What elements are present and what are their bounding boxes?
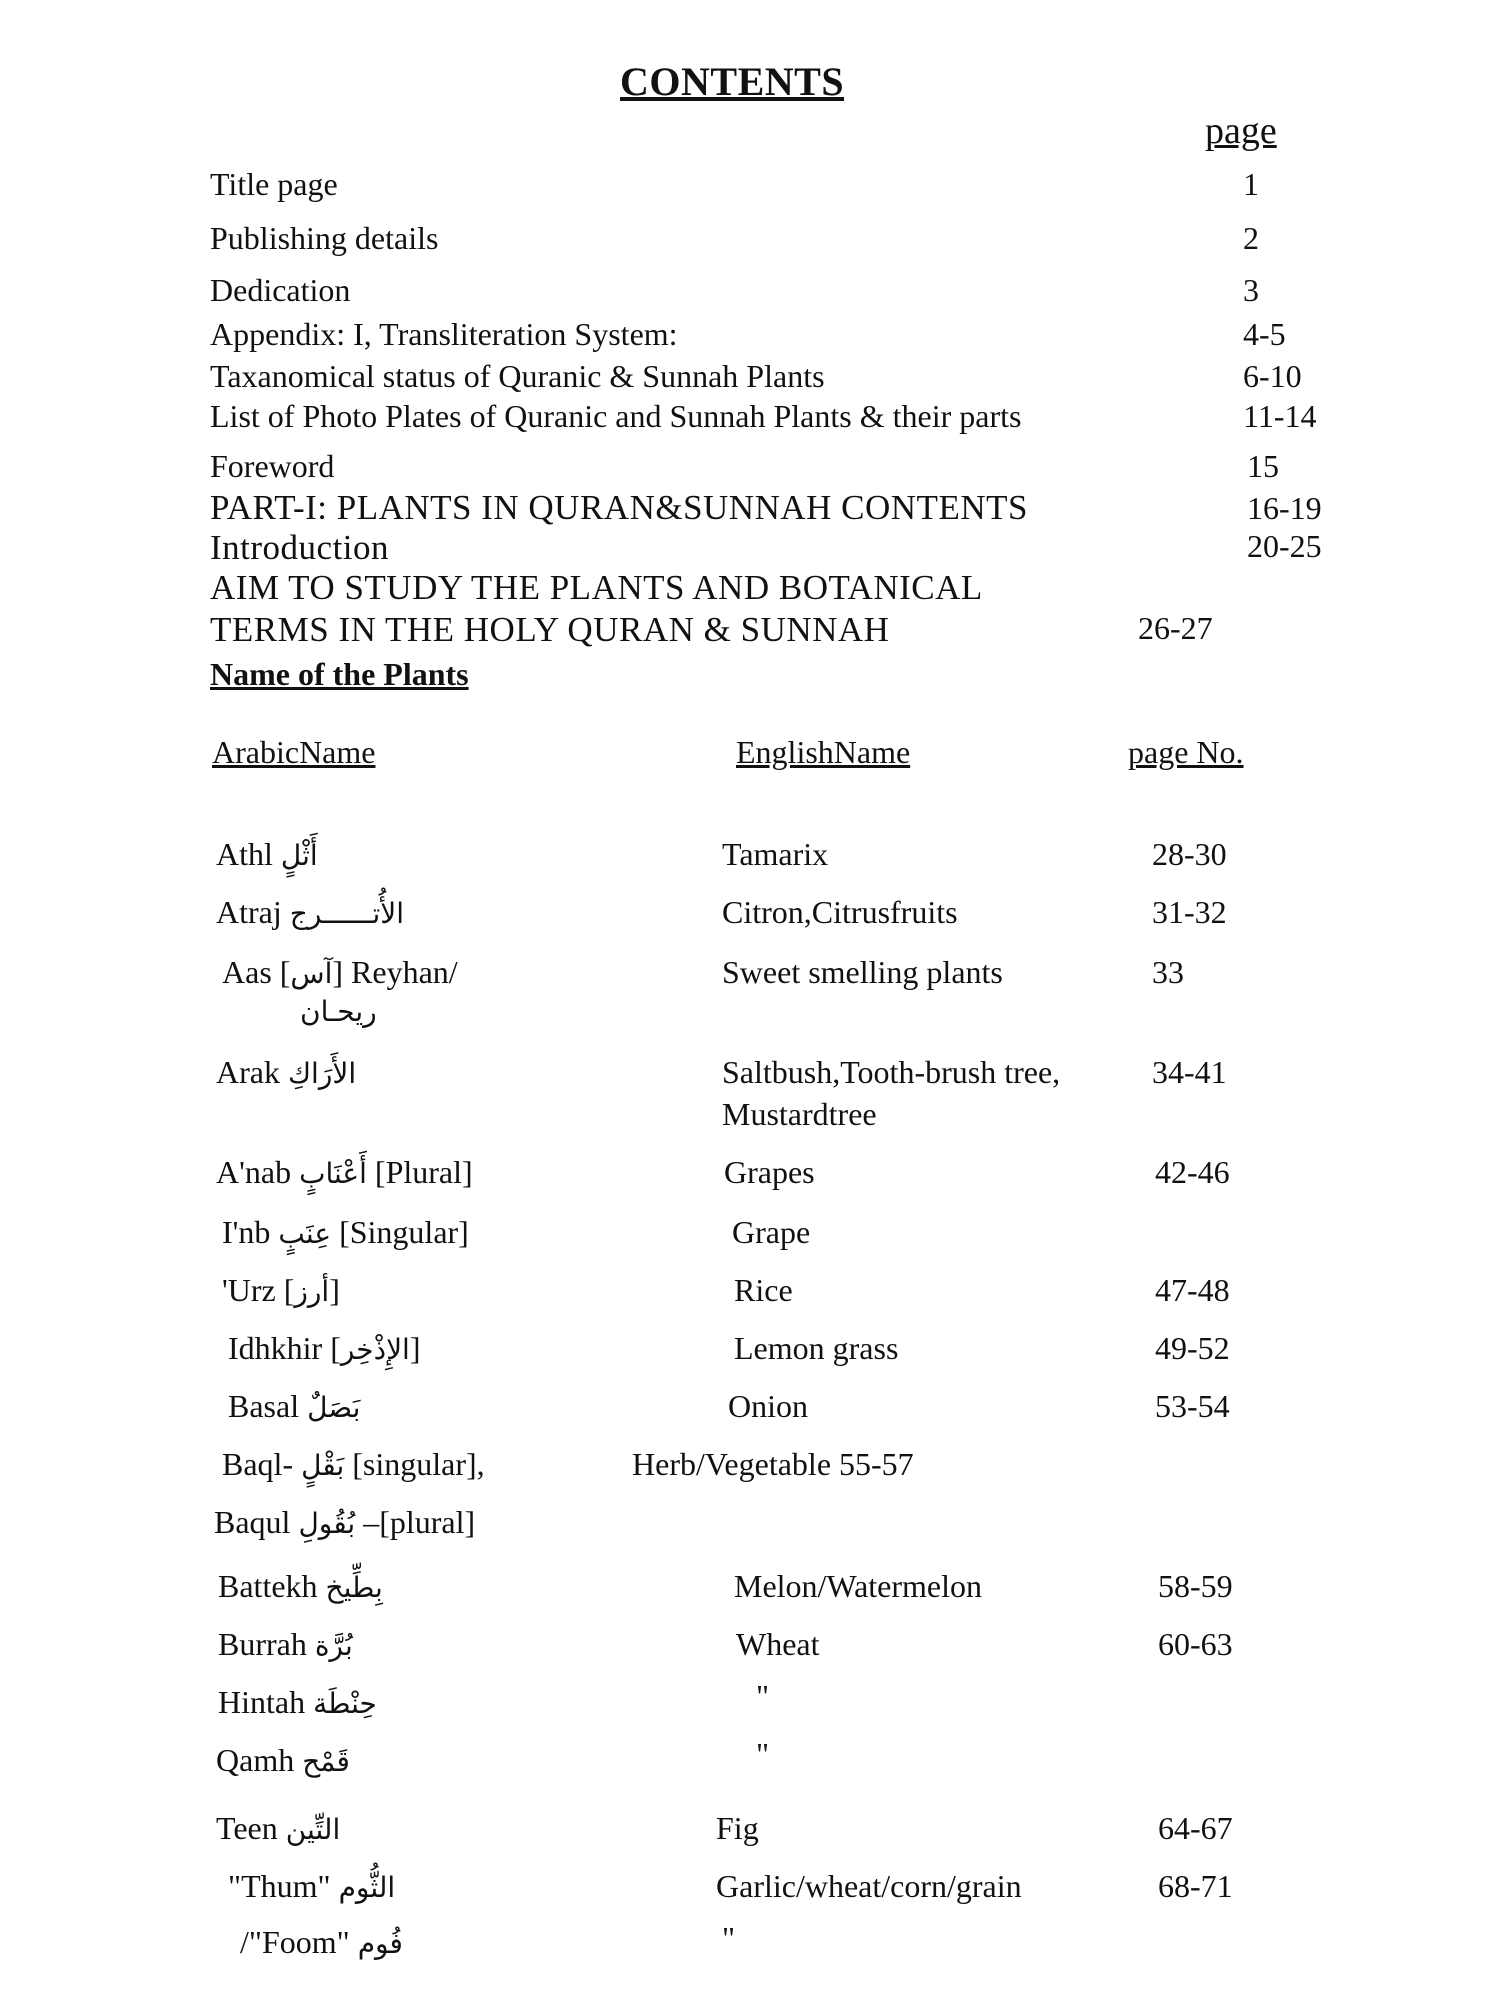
plant-arabic-name: Aas [آس] Reyhan/ [222,954,458,990]
plant-page: 33 [1152,954,1184,990]
plant-english-name: Wheat [736,1626,820,1662]
plant-page: 53-54 [1155,1388,1230,1424]
plant-english-name: Melon/Watermelon [734,1568,983,1604]
plant-arabic-name: Battekh بِطِّيخ [218,1568,383,1604]
toc-label: Introduction [210,528,390,567]
toc-label: Title page [210,166,338,202]
column-header-page: page No. [1128,734,1244,770]
toc-page: 11-14 [1243,398,1317,434]
toc-page: 1 [1243,166,1259,202]
column-header-english: EnglishName [736,734,911,770]
toc-label: PART-I: PLANTS IN QURAN&SUNNAH CONTENTS [210,488,1028,527]
plant-arabic-name: Burrah بُرَّة [218,1626,353,1662]
plants-heading: Name of the Plants [210,656,469,692]
plant-page: 42-46 [1155,1154,1230,1190]
plant-english-name: Tamarix [722,836,829,872]
plant-arabic-name: Atraj الأُتــــــرج [216,894,405,930]
plant-arabic-name: /"Foom" فُوم [240,1924,403,1960]
plant-page: 68-71 [1158,1868,1233,1904]
toc-page: 4-5 [1243,316,1286,352]
toc-label: TERMS IN THE HOLY QURAN & SUNNAH [210,610,890,649]
plant-page: 60-63 [1158,1626,1233,1662]
plant-english-name: Lemon grass [734,1330,899,1366]
plant-english-name: Grape [732,1214,811,1250]
page-column-label: page [1205,110,1277,152]
toc-page: 15 [1247,448,1279,484]
toc-page: 2 [1243,220,1259,256]
toc-label: Taxanomical status of Quranic & Sunnah Plants [210,358,825,394]
plant-english-name: Fig [716,1810,759,1846]
toc-label: Dedication [210,272,351,308]
column-header-arabic: ArabicName [212,734,376,770]
toc-page: 6-10 [1243,358,1302,394]
plant-page: 47-48 [1155,1272,1230,1308]
plant-arabic-name: Hintah حِنْطَة [218,1684,377,1720]
plant-arabic-name: Qamh قَمْح [216,1742,350,1778]
plant-english-name: Herb/Vegetable 55-57 [632,1446,914,1482]
plant-arabic-name-line2: ريحـان [300,995,377,1028]
plant-english-name: " [722,1920,736,1956]
plant-page: 34-41 [1152,1054,1227,1090]
plant-arabic-name: Baql- بَقْلٍ [singular], [222,1446,485,1482]
plant-page: 64-67 [1158,1810,1233,1846]
toc-page: 20-25 [1247,528,1322,564]
plant-english-name: Sweet smelling plants [722,954,1003,990]
plant-arabic-name: "Thum" الثُّوم [228,1868,396,1904]
plant-page: 28-30 [1152,836,1227,872]
plant-arabic-name: A'nab أَعْنَابٍ [Plural] [216,1154,473,1190]
plant-page: 49-52 [1155,1330,1230,1366]
plant-arabic-name: Idhkhir [الإِذْخِر] [228,1330,421,1366]
plant-arabic-name: Teen التِّين [216,1810,341,1846]
toc-label: Appendix: I, Transliteration System: [210,316,678,352]
plant-english-name: Rice [734,1272,793,1308]
toc-page: 26-27 [1138,610,1213,646]
plant-arabic-name: I'nb عِنَبٍ [Singular] [222,1214,469,1250]
toc-page: 16-19 [1247,490,1322,526]
plant-arabic-name: Baqul بُقُولِ –[plural] [214,1504,476,1540]
toc-label: AIM TO STUDY THE PLANTS AND BOTANICAL [210,568,983,607]
plant-english-name: Grapes [724,1154,815,1190]
plant-english-name-line2: Mustardtree [722,1096,877,1132]
plant-english-name: Onion [728,1388,808,1424]
toc-page: 3 [1243,272,1259,308]
plant-english-name: Citron,Citrusfruits [722,894,958,930]
toc-label: List of Photo Plates of Quranic and Sunnah Plants & their parts [210,398,1022,434]
plant-page: 31-32 [1152,894,1227,930]
plant-arabic-name: Basal بَصَلٌ [228,1388,361,1424]
plant-arabic-name: Athl أَثْلٍ [216,836,318,872]
plant-english-name: " [756,1736,770,1772]
toc-label: Foreword [210,448,335,484]
plant-english-name: " [756,1678,770,1714]
toc-label: Publishing details [210,220,439,256]
plant-english-name: Garlic/wheat/corn/grain [716,1868,1022,1904]
page-title: CONTENTS [620,59,845,104]
plant-page: 58-59 [1158,1568,1233,1604]
plant-english-name: Saltbush,Tooth-brush tree, [722,1054,1061,1090]
plant-arabic-name: Arak الأَرَاكِ [216,1054,357,1090]
plant-arabic-name: 'Urz [أرز] [222,1272,340,1308]
